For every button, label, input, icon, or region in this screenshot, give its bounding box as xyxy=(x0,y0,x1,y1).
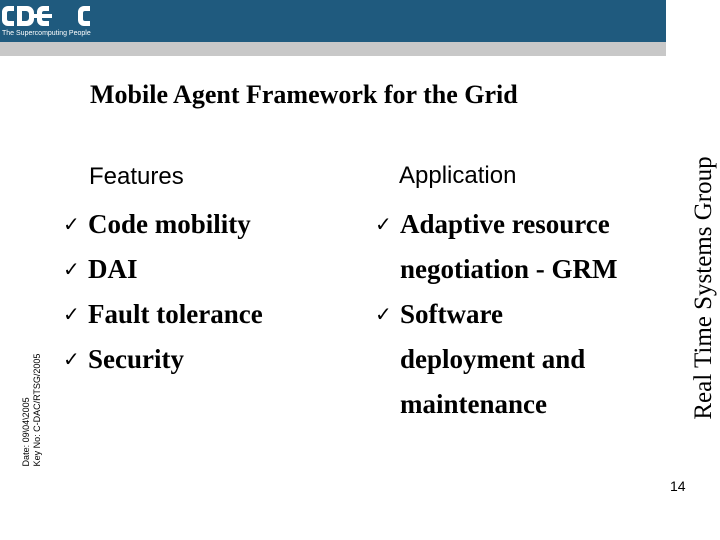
logo-tagline: The Supercomputing People xyxy=(2,30,91,37)
list-item xyxy=(375,292,617,427)
checkmark-icon: ✓ xyxy=(375,212,392,236)
checkmark-icon: ✓ xyxy=(63,212,80,236)
document-meta-vertical xyxy=(21,354,43,467)
page-number: 14 xyxy=(670,478,686,494)
checkmark-icon: ✓ xyxy=(375,302,392,326)
feature-label: Code mobility xyxy=(88,209,251,239)
application-label-line: Software xyxy=(400,299,503,329)
header-shadow-strip xyxy=(0,42,666,56)
slide-title: Mobile Agent Framework for the Grid xyxy=(90,80,518,109)
list-item xyxy=(63,292,263,337)
application-heading: Application xyxy=(399,162,517,189)
list-item xyxy=(375,202,617,292)
features-list xyxy=(63,202,263,382)
checkmark-icon: ✓ xyxy=(63,302,80,326)
list-item xyxy=(63,202,263,247)
application-label-line: Adaptive resource xyxy=(400,209,610,239)
checkmark-icon: ✓ xyxy=(63,347,80,371)
feature-label: DAI xyxy=(88,254,138,284)
feature-label: Fault tolerance xyxy=(88,299,263,329)
document-key-number: Key No: C-DAC/RTSG/2005 xyxy=(32,353,42,467)
feature-label: Security xyxy=(88,344,184,374)
application-label-line: maintenance xyxy=(400,389,547,419)
document-date: Date: 09\04\2005 xyxy=(21,397,31,467)
features-heading: Features xyxy=(89,163,184,190)
list-item xyxy=(63,337,263,382)
application-label-line: deployment and xyxy=(400,344,586,374)
application-label-line: negotiation - GRM xyxy=(400,254,618,284)
checkmark-icon: ✓ xyxy=(63,257,80,281)
application-list xyxy=(375,202,617,427)
list-item xyxy=(63,247,263,292)
group-name-vertical: Real Time Systems Group xyxy=(690,156,717,420)
